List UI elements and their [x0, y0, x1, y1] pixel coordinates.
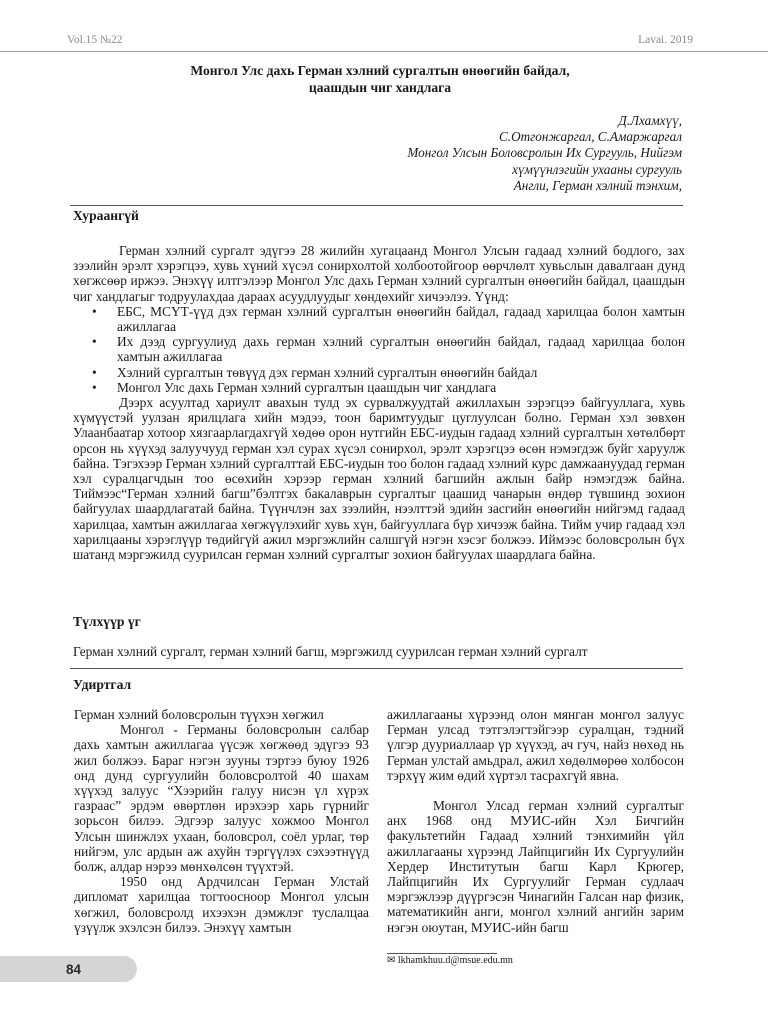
paper-title-line-2: цаашдын чиг хандлага	[308, 79, 452, 95]
affiliation-line: Англи, Герман хэлний тэнхим,	[513, 177, 682, 193]
subsection-heading: Герман хэлний боловсролын түүхэн хөгжил	[74, 707, 324, 722]
introduction-heading: Удиртгал	[73, 677, 132, 692]
paragraph: ажиллагааны хүрээнд олон мянган монгол залуус Герман улсад тэтгэлэгтэйгээр суралцан, тэдний үлгэр дууриаллаар үр хүүхэд, ач гуч, найз нөхөд нь Герман улстай амьдрал, ажил хөдөлмөрөө холбосон тэрхүү жим өдий хүртэл тасрахгүй явна.	[387, 707, 684, 783]
paragraph: Монгол - Германы боловсролын салбар дахь хамтын ажиллагаа үүсэж хөгжөөд эдүгээ 93 жил болжээ. Бараг нэгэн зууны тэртээ буюу 1926 онд дунд сургуулийн боловсролтой 40 шахам хүүхэд залуус “Хээрийн галуу нисэн үл хүрэх газраас” эрдэм өвөртлөн ирэхээр харь гүрнийг зорьсон билээ. Эдгээр залуус хожмоо Монгол Улсын шинжлэх ухаан, боловсрол, соёл урлаг, төр нийгэм, улс ардын аж ахуйн тэргүүлэх сэхээтнүүд болж, алдар нэрээ мөнхөлсөн түүхтэй.	[74, 722, 369, 875]
running-header-volume: Vol.15 №22	[67, 34, 123, 46]
paragraph: 1950 онд Ардчилсан Герман Улстай дипломат харилцаа тогтоосноор Монгол улсын хөгжил, боловсролд ихээхэн дэмжлэг туслалцаа үзүүлж эхэлсэн билээ. Энэхүү хамтын	[74, 874, 369, 935]
bullet-icon: •	[92, 334, 97, 350]
abstract-intro: Герман хэлний сургалт эдүгээ 28 жилийн хугацаанд Монгол Улсын гадаад хэлний бодлого, зах зээлийн эрэлт хэрэгцээ, хувь хүний хүсэл сонирхолтой холбоотойгоор өөрчлөлт хувьслын давалгаан дунд хөгжсөөр иржээ. Энэхүү илтгэлээр Монгол Улс дахь Герман хэлний сургалтын өнөөгийн байдал, цаашдын чиг хандлагыг тодруулахдаа дараах асуудлуудыг хөндөхийг хичээлээ. Үүнд:	[73, 243, 685, 304]
header-divider	[0, 51, 768, 52]
affiliation-line: хүмүүнлэгийн ухааны сургууль	[512, 161, 682, 177]
abstract-heading: Хураангүй	[73, 208, 139, 223]
paper-title-line-1: Монгол Улс дахь Герман хэлний сургалтын өнөөгийн байдал,	[190, 63, 570, 78]
list-item: • Монгол Улс дахь Герман хэлний сургалтын цаашдын чиг хандлага	[92, 379, 497, 395]
abstract-paragraph: Дээрх асуултад хариулт авахын тулд эх сурвалжуудтай ажиллахын зэрэгцээ байгууллага, хувь хүмүүстэй уулзан ярилцлага хийн мэдээ, тоон баримтуудыг цуглуулсан болно. Герман хэл зөвхөн Улаанбаатар хотоор хязгаарлагдахгүй хөдөө орон нутгийн ЕБС-иудын гадаад хэлний сургалтын хөтөлбөрт орсон нь хүүхэд залуучууд герман хэл сурах хүсэл сонирхол, эрэлт хэрэгцээ өсөн нэмэгдэж буйг харуулж байна. Тэгэхээр Герман хэлний сургалттай ЕБС-иудын тоо болон гадаад хэлний курс дамжаануудад герман хэл суралцагчдын тоо өсөхийн хэрээр герман хэлний багшийн ажлын байр нэмэгдэж байна. Тиймээс“Герман хэлний багш”бэлтгэх бакалаврын сургалтыг цаашид чанарын өндөр түвшинд зохион байгуулах шаардлагатай байна. Түүнчлэн зах зээлийн, нээлттэй эдийн засгийн өнөөгийн нийгэмд гадаад харилцаа, хамтын ажиллагаа хөгжүүлэхийг хувь хүн, байгууллага бүр хичээж байна. Тийм учир гадаад хэл харилцааны хэрэглүүр төдийгүй ажил мэргэжлийн салшгүй нэгэн хэсэг болжээ. Иймээс боловсролын бүх шатанд мэргэжилд суурилсан герман хэлний сургалтыг зохион байгуулах шаардлага байна.	[73, 395, 685, 563]
footnote	[387, 955, 513, 967]
page-number: 84	[66, 962, 82, 977]
envelope-icon: ✉	[387, 955, 396, 966]
right-column	[387, 707, 684, 935]
author-line: Д.Лхамхүү,	[618, 113, 682, 128]
list-item: • ЕБС, МСҮТ-үүд дэх герман хэлний сургалтын өнөөгийн байдал, гадаад харилцаа болон хамтын ажиллагаа	[92, 303, 685, 335]
list-item: • Их дээд сургуулиуд дахь герман хэлний сургалтын өнөөгийн байдал, гадаад харилцаа болон хамтын ажиллагаа	[92, 334, 685, 365]
bullet-icon: •	[92, 379, 97, 395]
footnote-divider	[387, 953, 497, 954]
running-header-journal: Lavai. 2019	[638, 34, 693, 46]
author-block	[262, 113, 682, 194]
section-divider	[70, 668, 683, 669]
paper-title	[60, 63, 700, 96]
footnote-email: lkhamkhuu.d@msue.edu.mn	[397, 955, 513, 966]
abstract-body	[73, 243, 685, 562]
abstract-bullet-list	[73, 304, 685, 395]
left-column	[74, 707, 369, 935]
keywords-text: Герман хэлний сургалт, герман хэлний багш, мэргэжилд суурилсан герман хэлний сургалт	[73, 644, 588, 659]
keywords-heading: Түлхүүр үг	[73, 614, 141, 629]
affiliation-line: Монгол Улсын Боловсролын Их Сургууль, Нийгэм	[407, 145, 682, 161]
list-item: • Хэлний сургалтын төвүүд дэх герман хэлний сургалтын өнөөгийн байдал	[92, 364, 538, 380]
section-divider	[70, 205, 683, 206]
bullet-icon: •	[92, 303, 97, 319]
bullet-icon: •	[92, 364, 97, 380]
author-line: С.Отгонжаргал, С.Амаржаргал	[499, 129, 682, 145]
paragraph: Монгол Улсад герман хэлний сургалтыг анх 1968 онд МУИС-ийн Хэл Бичгийн факультетийн Гадаад хэлний тэнхимийн үйл ажиллагааны хүрээнд Лайпцигийн Их Сургуулийн Хердер Институтын багш Карл Крюгер, Лайпцигийн Их Сургуулийг Герман судлаач мэргэжлээр дүүргэсэн Чинагийн Галсан нар физик, математикийн анги, монгол хэлний ангийн зарим нэгэн оюутан, МУИС-ийн багш	[387, 798, 684, 935]
